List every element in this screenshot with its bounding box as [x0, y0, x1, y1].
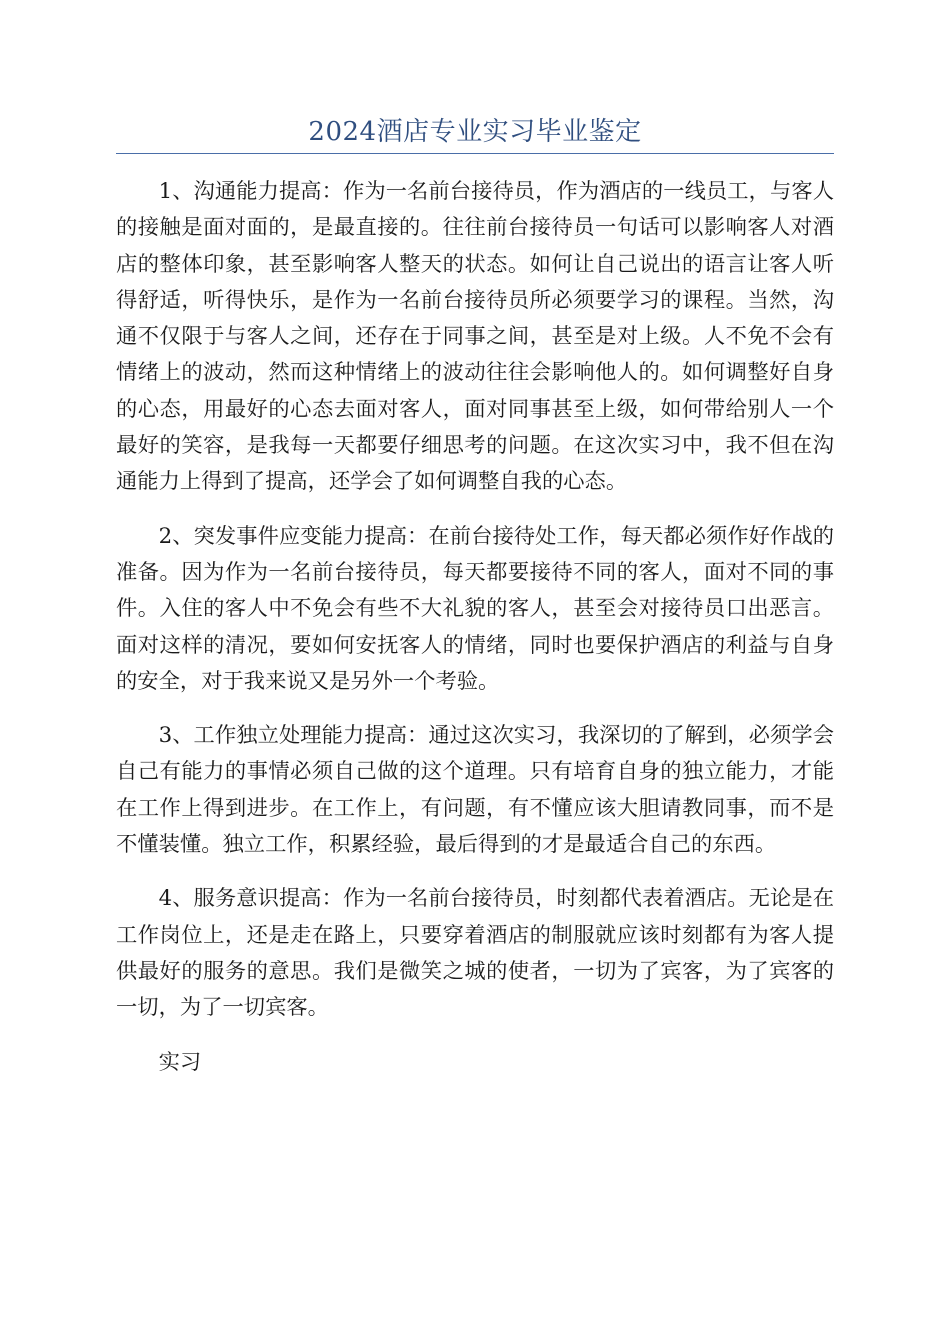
paragraph-independent-work: 3、工作独立处理能力提高：通过这次实习，我深切的了解到，必须学会自己有能力的事情必须自己做的这个道理。只有培育自身的独立能力，才能在工作上得到进步。在工作上，有问题，有不懂应该大胆请教同事，而不是不懂装懂。独立工作，积累经验，最后得到的才是最适合自己的东西。	[116, 723, 834, 858]
paragraph-service-awareness: 4、服务意识提高：作为一名前台接待员，时刻都代表着酒店。无论是在工作岗位上，还是走在路上，只要穿着酒店的制服就应该时刻都有为客人提供最好的服务的意思。我们是微笑之城的使者，一切为了宾客，为了宾客的一切，为了一切宾客。	[116, 886, 834, 1021]
paragraph-emergency-response: 2、突发事件应变能力提高：在前台接待处工作，每天都必须作好作战的准备。因为作为一名前台接待员，每天都要接待不同的客人，面对不同的事件。入住的客人中不免会有些不大礼貌的客人，甚至会对接待员口出恶言。面对这样的清况，要如何安抚客人的情绪，同时也要保护酒店的利益与自身的安全，对于我来说又是另外一个考验。	[116, 523, 834, 694]
page-title: 2024酒店专业实习毕业鉴定	[308, 117, 642, 147]
document-body	[116, 174, 834, 1099]
paragraph-communication: 1、沟通能力提高：作为一名前台接待员，作为酒店的一线员工，与客人的接触是面对面的，是最直接的。往往前台接待员一句话可以影响客人对酒店的整体印象，甚至影响客人整天的状态。如何让自己说出的语言让客人听得舒适，听得快乐，是作为一名前台接待员所必须要学习的课程。当然，沟通不仅限于与客人之间，还存在于同事之间，甚至是对上级。人不免不会有情绪上的波动，然而这种情绪上的波动往往会影响他人的。如何调整好自身的心态，用最好的心态去面对客人，面对同事甚至上级，如何带给别人一个最好的笑容，是我每一天都要仔细思考的问题。在这次实习中，我不但在沟通能力上得到了提高，还学会了如何调整自我的心态。	[116, 179, 834, 495]
paragraph-section-heading: 实习	[158, 1049, 202, 1075]
title-underline	[116, 153, 834, 154]
